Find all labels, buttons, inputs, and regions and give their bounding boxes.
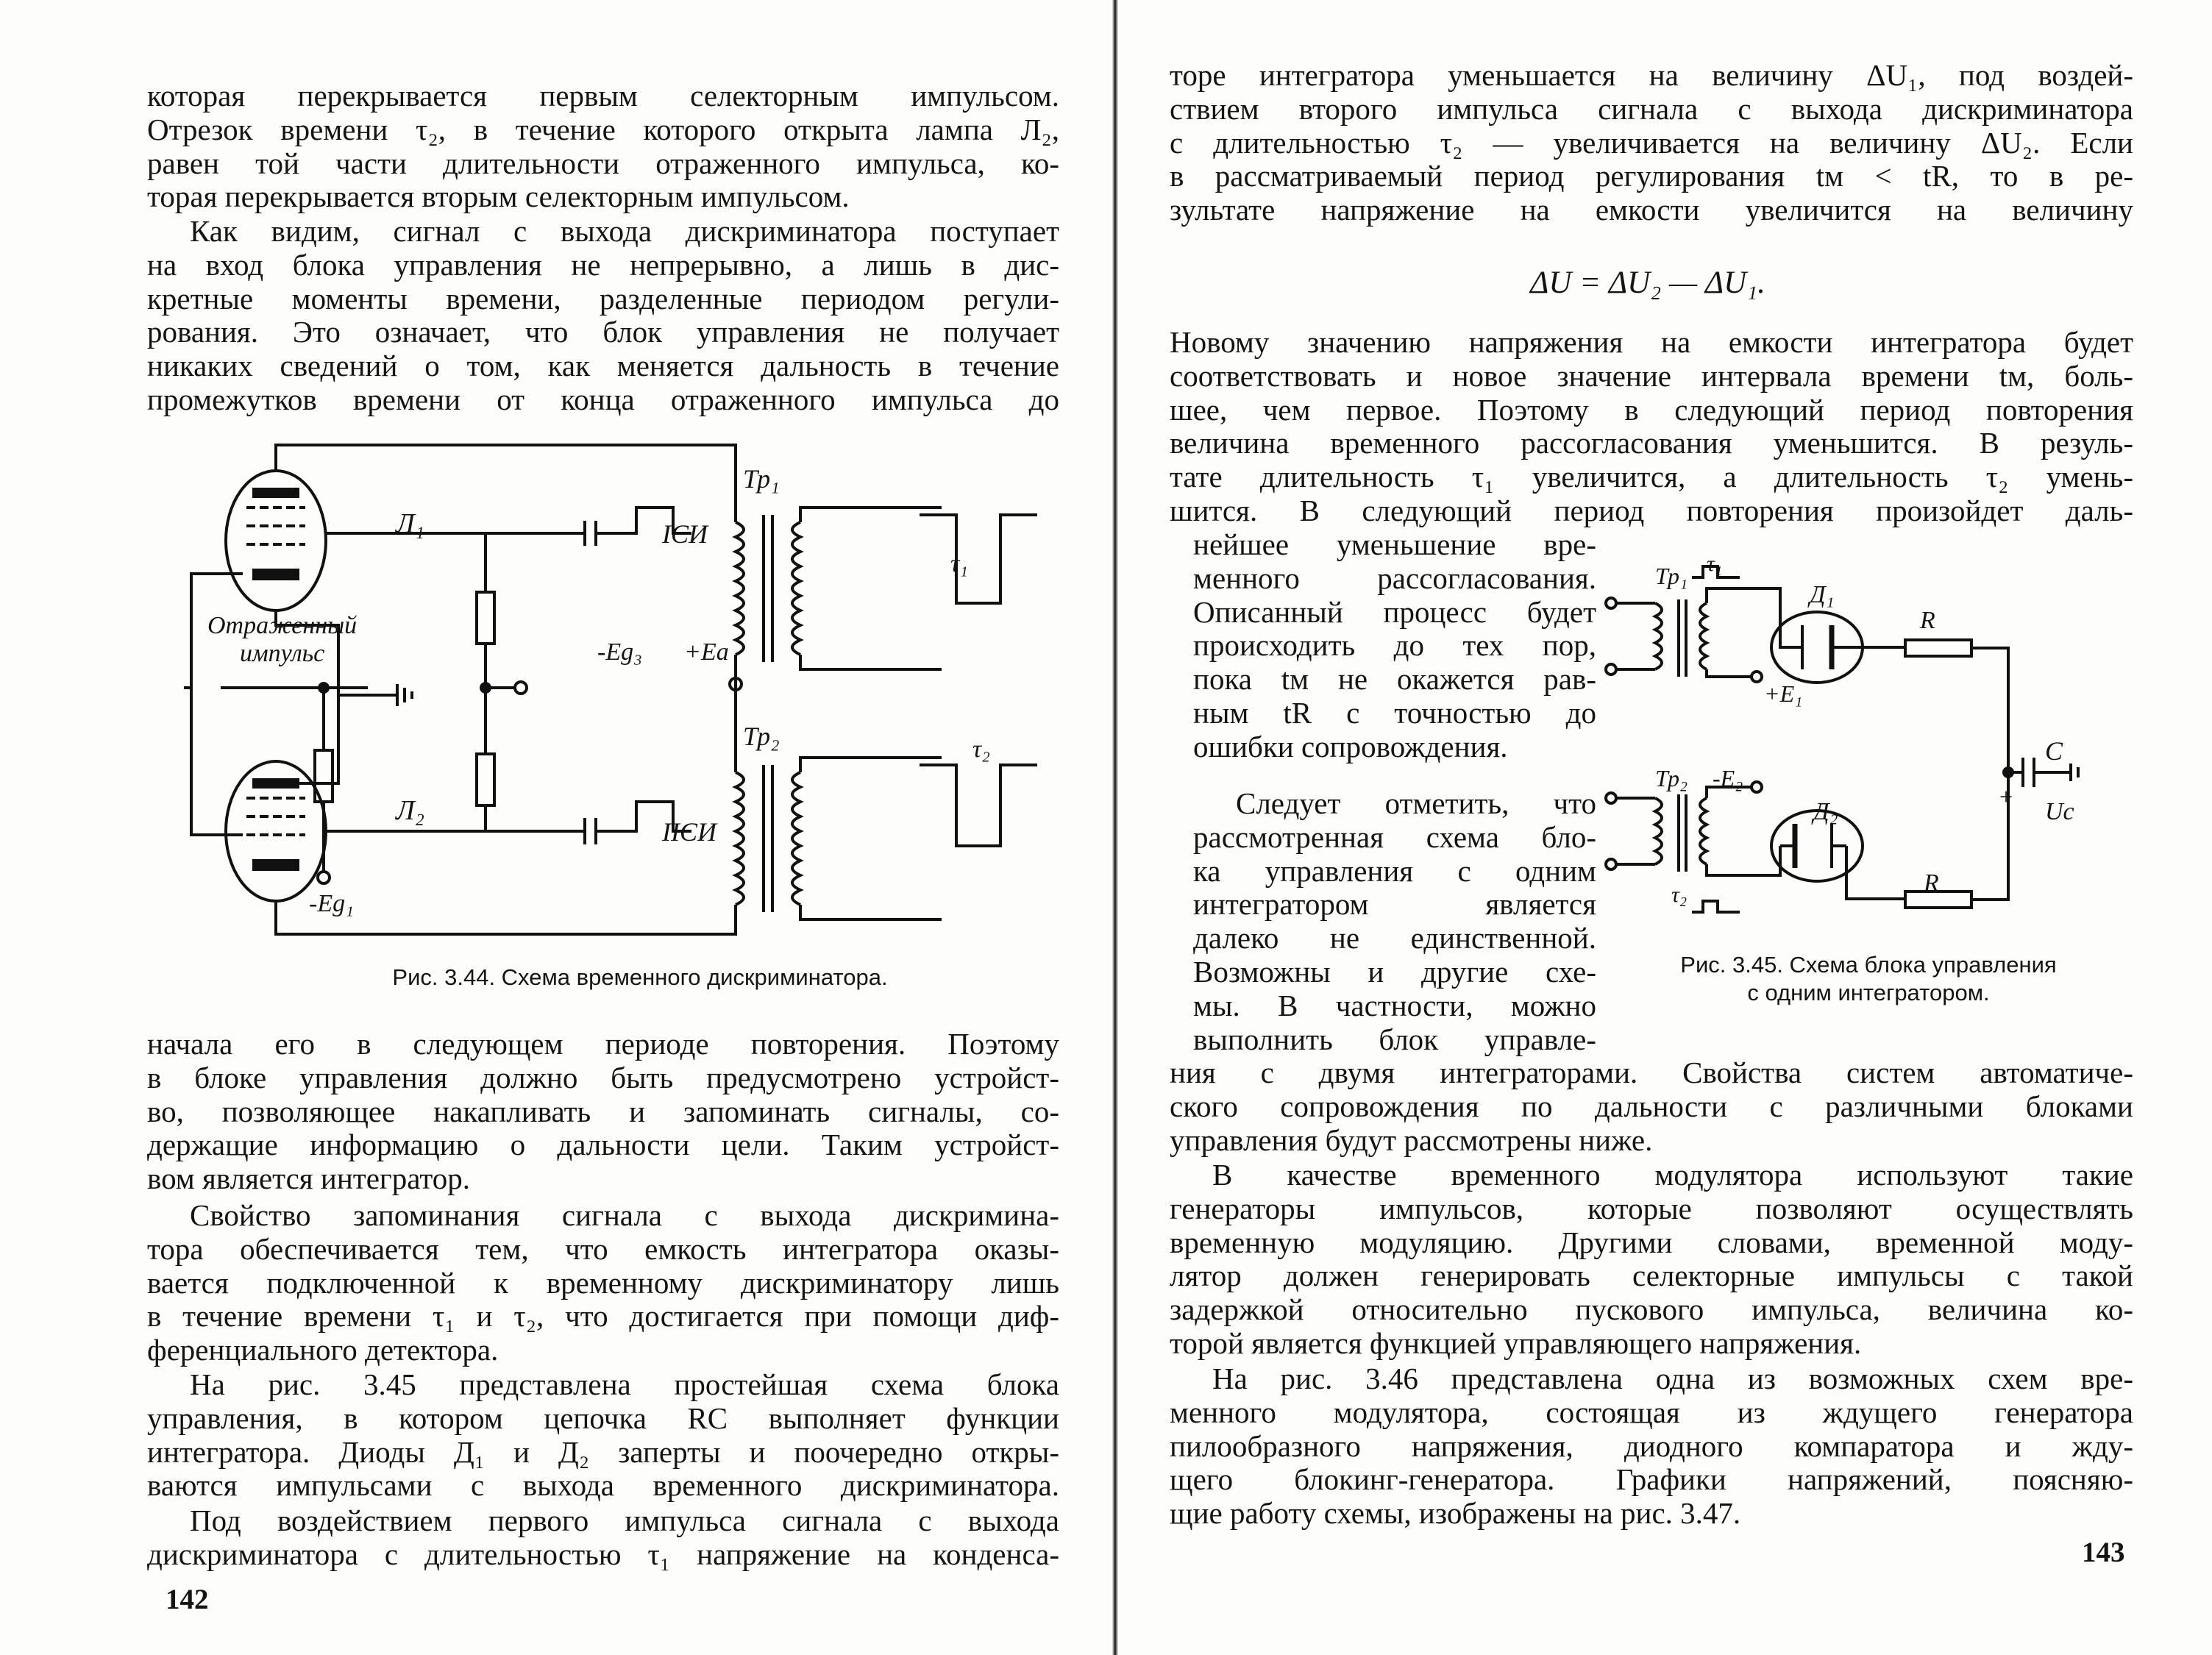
text-line: интегратором является: [1193, 887, 1596, 922]
text-line: ского сопровождения по дальности с различными блоками: [1170, 1089, 2133, 1123]
text-line: щего блокинг-генератора. Графики напряжений, поясняю-: [1170, 1462, 2133, 1497]
text-line: никаких сведений о том, как меняется дальность в течение: [147, 349, 1059, 383]
text-line: в рассматриваемый период регулирования tм < tR, то в ре-: [1170, 159, 2133, 193]
right-wrap-text-1: [1193, 528, 1596, 764]
label-e1: +E₁: [1764, 680, 1803, 707]
label-eg3: -Eg₃: [597, 638, 642, 666]
text-line: Новому значению напряжения на емкости интегратора будет: [1170, 325, 2133, 359]
text-line: равен той части длительности отраженного импульса, ко-: [147, 146, 1059, 180]
text-line: начала его в следующем периоде повторения. Поэтому: [147, 1027, 1059, 1061]
text-line: Как видим, сигнал с выхода дискриминатора поступает: [190, 214, 1059, 248]
label-tau2-345: τ₂: [1671, 883, 1688, 907]
formula-delta-u: ΔU = ΔU₂ — ΔU₁.: [1530, 266, 1765, 300]
left-paragraph-under: [147, 1504, 1059, 1572]
text-line: Отрезок времени τ₂, в течение которого открыта лампа Л₂,: [147, 112, 1059, 146]
text-line: шится. В следующий период повторения произойдет даль-: [1170, 493, 2133, 527]
text-line: ным tR с точностью до: [1193, 695, 1596, 730]
label-uc: Uс: [2045, 798, 2074, 825]
right-paragraph-modulator: [1170, 1158, 2133, 1361]
left-paragraph-2: [147, 215, 1059, 417]
input-bias-branch: [221, 677, 397, 927]
right-top-paragraph: [1170, 59, 2133, 227]
label-d2: Д₂: [1813, 798, 1838, 825]
text-line: интегратора. Диоды Д₁ и Д₂ заперты и поочередно откры-: [147, 1434, 1059, 1469]
text-line: торой является функцией управляющего напряжения.: [1170, 1325, 1862, 1360]
label-ea: +Eа: [684, 638, 729, 666]
label-tau1-345: τ₁: [1707, 552, 1723, 576]
label-tr1: Тр₁: [743, 464, 780, 494]
text-line: Под воздействием первого импульса сигнала с выхода: [190, 1503, 1059, 1537]
right-paragraph-continuation: [1170, 1056, 2133, 1157]
text-line: в течение времени τ₁ и τ₂, что достигается при помощи диф-: [147, 1299, 1059, 1334]
label-reflected-pulse: Отраженный импульс: [207, 612, 358, 667]
text-line: вом является интегратор.: [147, 1161, 470, 1196]
text-line: На рис. 3.46 представлена одна из возможных схем вре-: [1212, 1362, 2133, 1395]
text-line: Свойство запоминания сигнала с выхода дискримина-: [190, 1198, 1059, 1232]
text-line: временную модуляцию. Другими словами, временной моду-: [1170, 1225, 2133, 1259]
right-page: [1125, 0, 2212, 1655]
text-line: ференциального детектора.: [147, 1333, 499, 1367]
label-l1: Л₁: [396, 508, 424, 539]
left-top-paragraph: [147, 79, 1059, 214]
text-line: шее, чем первое. Поэтому в следующий период повторения: [1170, 392, 2133, 427]
text-line: происходить до тех пор,: [1193, 628, 1596, 663]
text-line: далеко не единственной.: [1193, 921, 1596, 955]
label-tr2-345: Тр₂: [1655, 765, 1688, 791]
label-c: C: [2045, 736, 2063, 766]
text-line: торе интегратора уменьшается на величину ΔU₁, под воздей-: [1170, 58, 2133, 92]
text-line: ваются импульсами с выхода временного дискриминатора.: [147, 1468, 1059, 1503]
text-line: на вход блока управления не непрерывно, а лишь в дис-: [147, 247, 1059, 282]
text-line: В качестве временного модулятора используют такие: [1212, 1158, 2133, 1192]
text-line: пилообразного напряжения, диодного компаратора и жду-: [1170, 1428, 2133, 1463]
text-line: торая перекрывается вторым селекторным импульсом.: [147, 179, 850, 214]
text-line: ствием второго импульса сигнала с выхода дискриминатора: [1170, 91, 2133, 126]
left-paragraph-memory: [147, 1199, 1059, 1367]
label-tr1-345: Тр₁: [1655, 563, 1688, 589]
text-line: Возможны и другие схе-: [1193, 954, 1596, 989]
label-plus: +: [1999, 783, 2013, 810]
label-iisi: ІІСИ: [662, 817, 716, 847]
text-line: во, позволяющее накапливать и запоминать сигналы, со-: [147, 1094, 1059, 1128]
text-line: держащие информацию о дальности цели. Таким устройст-: [147, 1128, 1059, 1162]
text-line: в блоке управления должно быть предусмотрено устройст-: [147, 1060, 1059, 1095]
label-tau2: τ₂: [972, 736, 990, 763]
text-line: ния с двумя интеграторами. Свойства систем автоматиче-: [1170, 1056, 2133, 1089]
label-e2: -E₂: [1713, 765, 1743, 791]
label-r-bottom: R: [1924, 869, 1939, 897]
text-line: генераторы импульсов, которые позволяют осуществлять: [1170, 1191, 2133, 1225]
text-line: выполнить блок управле-: [1193, 1022, 1596, 1056]
page-number-left: 142: [166, 1584, 209, 1615]
text-line: рассмотренная схема бло-: [1193, 819, 1596, 854]
text-line: ошибки сопровождения.: [1193, 729, 1508, 764]
text-line: вается подключенной к временному дискриминатору лишь: [147, 1265, 1059, 1300]
text-line: менного модулятора, состоящая из ждущего генератора: [1170, 1395, 2133, 1429]
text-line: Описанный процесс будет: [1193, 594, 1596, 629]
left-continuation-paragraph: [147, 1028, 1059, 1196]
text-line: На рис. 3.45 представлена простейшая схема блока: [190, 1367, 1059, 1401]
text-line: мы. В частности, можно: [1193, 988, 1596, 1022]
text-line: величина временного рассогласования уменьшится. В резуль-: [1170, 426, 2133, 460]
text-line: с длительностью τ₂ — увеличивается на величину ΔU₂. Если: [1170, 125, 2133, 160]
label-d1: Д₁: [1810, 581, 1835, 608]
text-line: которая перекрывается первым селекторным импульсом.: [147, 79, 1059, 113]
text-line: управления, в котором цепочка RC выполняет функции: [147, 1400, 1059, 1435]
text-line: промежутков времени от конца отраженного импульса до: [147, 382, 1059, 416]
text-line: пока tм не окажется рав-: [1193, 662, 1596, 697]
label-eg1: -Eg₁: [309, 890, 354, 917]
text-line: зультате напряжение на емкости увеличится на величину: [1170, 193, 2133, 227]
text-line: Следует отметить, что: [1236, 786, 1596, 820]
page-number-right: 143: [2082, 1537, 2125, 1568]
text-line: менного рассогласования.: [1193, 560, 1596, 595]
text-line: рования. Это означает, что блок управления не получает: [147, 315, 1059, 349]
right-wrap-text-2: [1193, 787, 1596, 1056]
figure-3-45-caption: Рис. 3.45. Схема блока управления с одним интегратором.: [1680, 952, 2057, 1006]
right-paragraph-new-value: [1170, 326, 2133, 528]
text-line: задержкой относительно пускового импульса, величина ко-: [1170, 1292, 2133, 1327]
text-line: тате длительность τ₁ увеличится, а длительность τ₂ умень-: [1170, 460, 2133, 494]
text-line: кретные моменты времени, разделенные периодом регули-: [147, 281, 1059, 316]
label-tau1: τ₁: [950, 550, 968, 577]
right-paragraph-fig346: [1170, 1362, 2133, 1531]
text-line: управления будут рассмотрены ниже.: [1170, 1122, 1653, 1157]
text-line: дискриминатора с длительностью τ₁ напряжение на конденса-: [147, 1537, 1059, 1571]
text-line: лятор должен генерировать селекторные импульсы с такой: [1170, 1259, 2133, 1293]
label-isi: ІСИ: [662, 519, 708, 549]
text-line: ка управления с одним: [1193, 853, 1596, 888]
text-line: щие работу схемы, изображены на рис. 3.47.: [1170, 1496, 1741, 1531]
label-tr2: Тр₂: [743, 722, 780, 751]
text-line: соответствовать и новое значение интервала времени tм, боль-: [1170, 358, 2133, 393]
book-gutter: [1112, 0, 1118, 1655]
text-line: тора обеспечивается тем, что емкость интегратора оказы-: [147, 1231, 1059, 1266]
label-l2: Л₂: [396, 795, 424, 826]
text-line: нейшее уменьшение вре-: [1193, 527, 1596, 561]
left-paragraph-fig345: [147, 1368, 1059, 1503]
label-r-top: R: [1920, 607, 1935, 634]
figure-3-44-caption: Рис. 3.44. Схема временного дискриминатора.: [392, 964, 888, 990]
